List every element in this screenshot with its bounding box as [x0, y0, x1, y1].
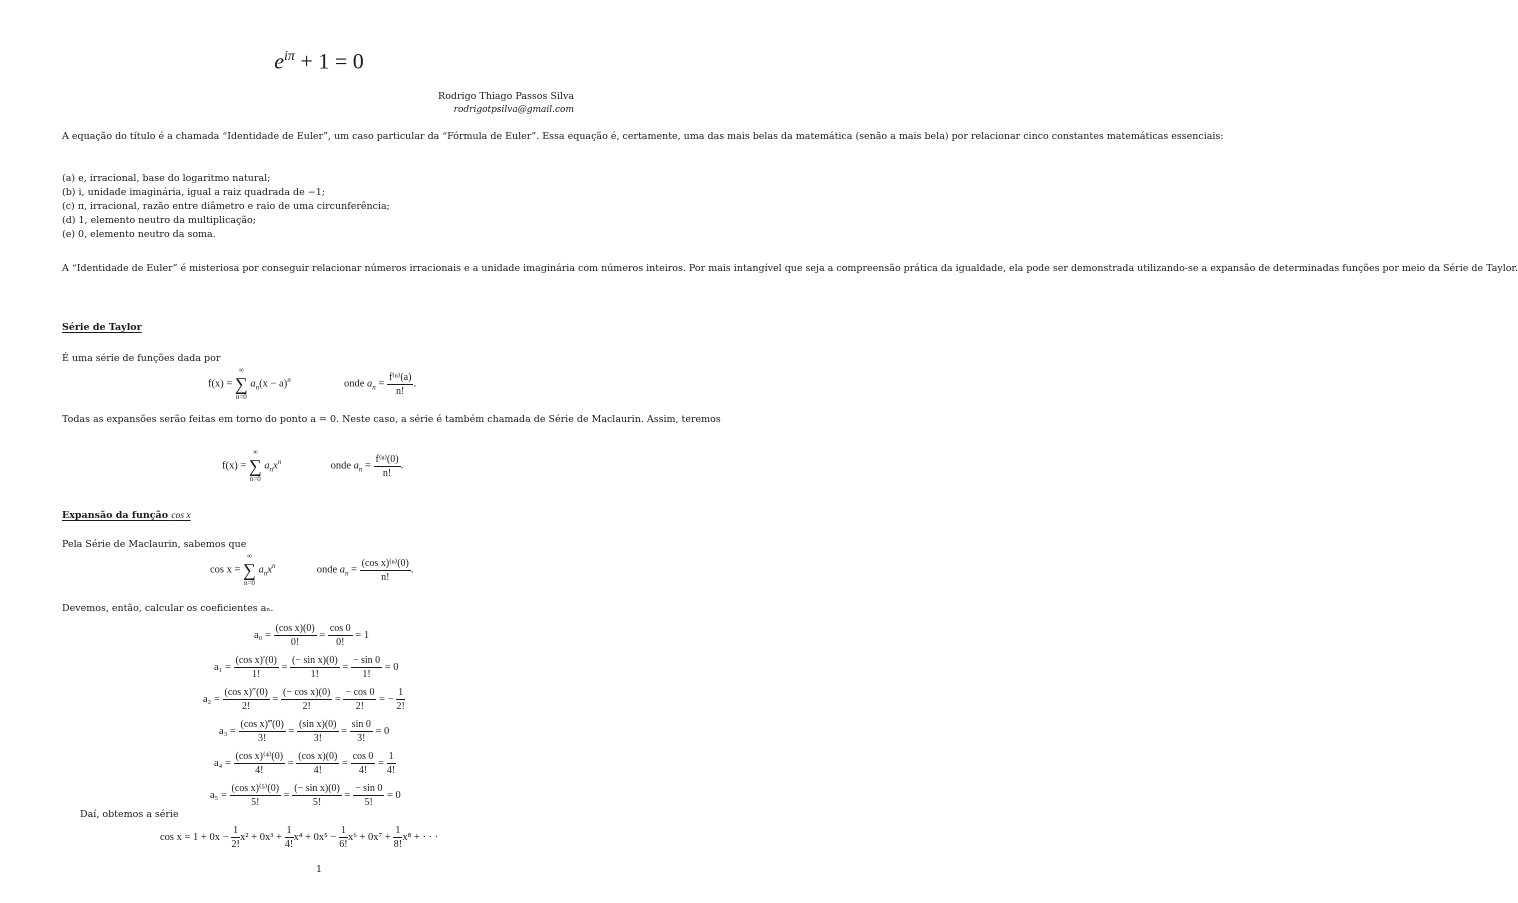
series-part: x² + 0x³ + — [240, 831, 282, 843]
eq2-fraction — [374, 453, 401, 480]
eq1-den: n! — [396, 385, 405, 397]
coef-num: (− sin x)(0) — [294, 783, 340, 794]
sum-bottom-3: n=0 — [243, 579, 255, 587]
cos-maclaurin-equation: cos x = ∞ ∑ n=0 $a_nx^n$ onde $a_n$ = $\frac{\text{(cos x)⁽ⁿ⁾(0)}}{n!}$ . — [210, 552, 414, 587]
page-number: 1 — [315, 864, 323, 875]
coef-num: (− cos x)(0) — [283, 687, 331, 698]
intro-item-c: (c) π, irracional, razão entre diâmetro e raio de uma circunferência; — [62, 201, 390, 212]
series-den: 4! — [284, 839, 294, 850]
sum-symbol: ∞ ∑ n=0 — [234, 366, 248, 401]
series-part: cos x = 1 + 0x − — [160, 831, 229, 843]
coef-row-5: a₅ = $\frac{\text{(cos x)⁽⁵⁾(0)}}{5!}$ = $\frac{\text{(− sin x)(0)}}{5!}$ = $\frac{- \sin 0}{5!}$ = 0 — [210, 783, 401, 808]
coef-num: (cos x)(0) — [298, 751, 338, 762]
coef-result: = − — [379, 693, 394, 705]
coef-num: (sin x)(0) — [299, 719, 337, 730]
coef-num: (cos x)⁽⁴⁾(0) — [235, 751, 284, 762]
coef-num: cos 0 — [329, 623, 351, 634]
coef-den: 0! — [290, 637, 300, 648]
coef-num: sin 0 — [351, 719, 371, 730]
coef-row-2: a₂ = $\frac{\text{(cos x)″(0)}}{2!}$ = $\frac{\text{(− cos x)(0)}}{2!}$ = $\frac{- \cos 0}{2!}$ = − $\frac{1}{2!}$ — [203, 687, 405, 712]
title-rest: + 1 = 0 — [294, 48, 364, 74]
taylor-equation-2: f(x) = ∞ ∑ n=0 $a_nx^n$ onde $a_n$ = $\frac{\text{f⁽ⁿ⁾(0)}}{n!}$ . — [222, 448, 404, 483]
coef-num: (cos x)′(0) — [235, 655, 277, 666]
coef-num: (cos x)(0) — [275, 623, 315, 634]
eq1-term: a — [250, 378, 256, 390]
eq2-den: n! — [382, 467, 392, 479]
coef-row-3: a₃ = $\frac{\text{(cos x)‴(0)}}{3!}$ = $\frac{\text{(sin x)(0)}}{3!}$ = $\frac{\sin 0}{3!}$ = 0 — [219, 719, 390, 744]
taylor-between: Todas as expansões serão feitas em torno do ponto a = 0. Neste caso, a série é também chamada de Série de Maclaurin. Assim, teremos — [62, 414, 721, 425]
series-part: x⁶ + 0x⁷ + — [347, 831, 391, 843]
coef-lhs: a₅ = — [210, 789, 227, 801]
coef-intro: Devemos, então, calcular os coeficientes aₙ. — [62, 603, 274, 614]
coef-den: 4! — [313, 765, 322, 776]
eq2-onde: onde — [330, 460, 351, 472]
coef-lhs: a₂ = — [203, 693, 220, 705]
coef-row-0: a₀ = $\frac{\text{(cos x)(0)}}{0!}$ = $\frac{\cos 0}{0!}$ = 1 — [254, 623, 370, 648]
cos-series — [160, 824, 438, 851]
series-den: 6! — [339, 839, 348, 850]
coef-result-den: 2! — [396, 701, 405, 712]
page-title — [0, 44, 638, 74]
coef-result: = 0 — [386, 789, 401, 801]
series-num: 1 — [395, 825, 401, 836]
sum-bottom: n=0 — [235, 393, 247, 401]
coef-result-den: 4! — [386, 765, 396, 776]
intro-item-b: (b) i, unidade imaginária, igual a raiz quadrada de −1; — [62, 187, 325, 198]
cos-intro: Pela Série de Maclaurin, sabemos que — [62, 539, 247, 550]
intro-paragraph: A equação do título é a chamada “Identidade de Euler”, um caso particular da “Fórmula de Euler”. Essa equação é, certamente, uma das mais belas da matemática (senão a mais bela) por relacionar cinco constantes matemáticas essenciais: — [62, 131, 1224, 142]
sum-top-3: ∞ — [246, 552, 252, 560]
coef-num: − sin 0 — [355, 783, 383, 794]
coef-num: (− sin x)(0) — [292, 655, 338, 666]
coef-num: (cos x)⁽⁵⁾(0) — [231, 783, 280, 794]
coef-den: 1! — [310, 669, 319, 680]
author-name: Rodrigo Thiago Passos Silva — [438, 91, 574, 102]
cos-heading — [62, 510, 191, 521]
coef-den: 3! — [357, 733, 366, 744]
coef-den: 4! — [358, 765, 368, 776]
coef-den: 1! — [252, 669, 261, 680]
coef-den: 2! — [241, 701, 251, 712]
eq2-num: f⁽ⁿ⁾(0) — [375, 453, 399, 465]
taylor-equation-1: f(x) = ∞ ∑ n=0 $a_n(x - a)^n$ onde $a_n$ = $\frac{\text{f⁽ⁿ⁾(a)}}{n!}$ . — [208, 366, 417, 401]
eq1-after: (x − a) — [259, 378, 288, 390]
eq1-left: f(x) = — [208, 378, 233, 390]
coef-result-num: 1 — [388, 751, 394, 762]
coef-lhs: a₀ = — [254, 629, 271, 641]
coef-den: 2! — [355, 701, 365, 712]
coef-result: = 0 — [384, 661, 399, 673]
coef-row-1: a₁ = $\frac{\text{(cos x)′(0)}}{1!}$ = $\frac{\text{(− sin x)(0)}}{1!}$ = $\frac{- \sin 0}{1!}$ = 0 — [214, 655, 399, 680]
sum-symbol-2: ∞ ∑ n=0 — [248, 448, 262, 483]
author-email: rodrigotpsilva@gmail.com — [453, 105, 574, 115]
intro-item-e: (e) 0, elemento neutro da soma. — [62, 229, 216, 240]
paragraph-2: A “Identidade de Euler” é misteriosa por conseguir relacionar números irracionais e a unidade imaginária com números inteiros. Por mais intangível que seja a compreensão prática da igualdade, ela pode ser demonstrada utilizando-se a expansão de determinadas funções por meio da Série de Taylor. — [62, 263, 1518, 274]
coef-den: 3! — [257, 733, 267, 744]
coef-lhs: a₃ = — [219, 725, 236, 737]
coef-den: 5! — [312, 797, 322, 808]
taylor-heading: Série de Taylor — [62, 322, 142, 333]
intro-item-d: (d) 1, elemento neutro da multiplicação; — [62, 215, 256, 226]
eq1-num: f⁽ⁿ⁾(a) — [388, 371, 412, 383]
coef-den: 4! — [255, 765, 264, 776]
coef-num: − cos 0 — [345, 687, 375, 698]
coef-lhs: a₁ = — [214, 661, 231, 673]
coef-den: 5! — [364, 797, 373, 808]
coef-num: (cos x)‴(0) — [240, 719, 284, 730]
coef-result-num: 1 — [398, 687, 404, 698]
series-den: 8! — [393, 839, 403, 850]
intro-item-a: (a) e, irracional, base do logaritmo natural; — [62, 173, 271, 184]
series-part: x⁸ + · · · — [402, 831, 439, 843]
coef-lhs: a₄ = — [214, 757, 231, 769]
coef-result: = 1 — [355, 629, 370, 641]
result-intro: Daí, obtemos a série — [80, 809, 179, 820]
coef-den: 5! — [251, 797, 260, 808]
cos-eq-onde: onde — [316, 564, 338, 576]
cos-heading-math: cos x — [171, 511, 191, 521]
sum-bottom-2: n=0 — [249, 475, 261, 483]
title-exponent: iπ — [284, 49, 295, 64]
cos-heading-text: Expansão da função — [62, 510, 169, 521]
series-num: 1 — [233, 825, 239, 836]
series-num: 1 — [340, 825, 346, 836]
coef-den: 3! — [313, 733, 322, 744]
eq1-fraction — [387, 371, 414, 398]
coef-den: 1! — [362, 669, 371, 680]
sum-top-2: ∞ — [252, 448, 258, 456]
series-num: 1 — [286, 825, 292, 836]
coef-num: cos 0 — [352, 751, 374, 762]
cos-eq-left: cos x = — [210, 564, 241, 576]
coef-result: = — [378, 757, 384, 769]
eq1-onde: onde — [343, 378, 365, 390]
series-den: 2! — [231, 839, 240, 850]
eq2-left: f(x) = — [222, 460, 247, 472]
coef-result: = 0 — [375, 725, 390, 737]
sum-symbol-3: ∞ ∑ n=0 — [243, 552, 256, 587]
coef-den: 0! — [336, 637, 345, 648]
coef-num: (cos x)″(0) — [224, 687, 268, 698]
coef-row-4: a₄ = $\frac{\text{(cos x)⁽⁴⁾(0)}}{4!}$ = $\frac{\text{(cos x)(0)}}{4!}$ = $\frac{\cos 0}{4!}$ = $\frac{1}{4!}$ — [214, 751, 396, 776]
taylor-intro: É uma série de funções dada por — [62, 353, 221, 364]
cos-eq-den: n! — [381, 571, 390, 583]
series-part: x⁴ + 0x⁵ − — [293, 831, 337, 843]
coef-den: 2! — [302, 701, 311, 712]
coef-num: − sin 0 — [352, 655, 381, 666]
cos-eq-num: (cos x)⁽ⁿ⁾(0) — [361, 557, 409, 569]
title-base: e — [274, 48, 285, 74]
cos-eq-fraction — [360, 557, 411, 584]
sum-top: ∞ — [238, 366, 244, 374]
